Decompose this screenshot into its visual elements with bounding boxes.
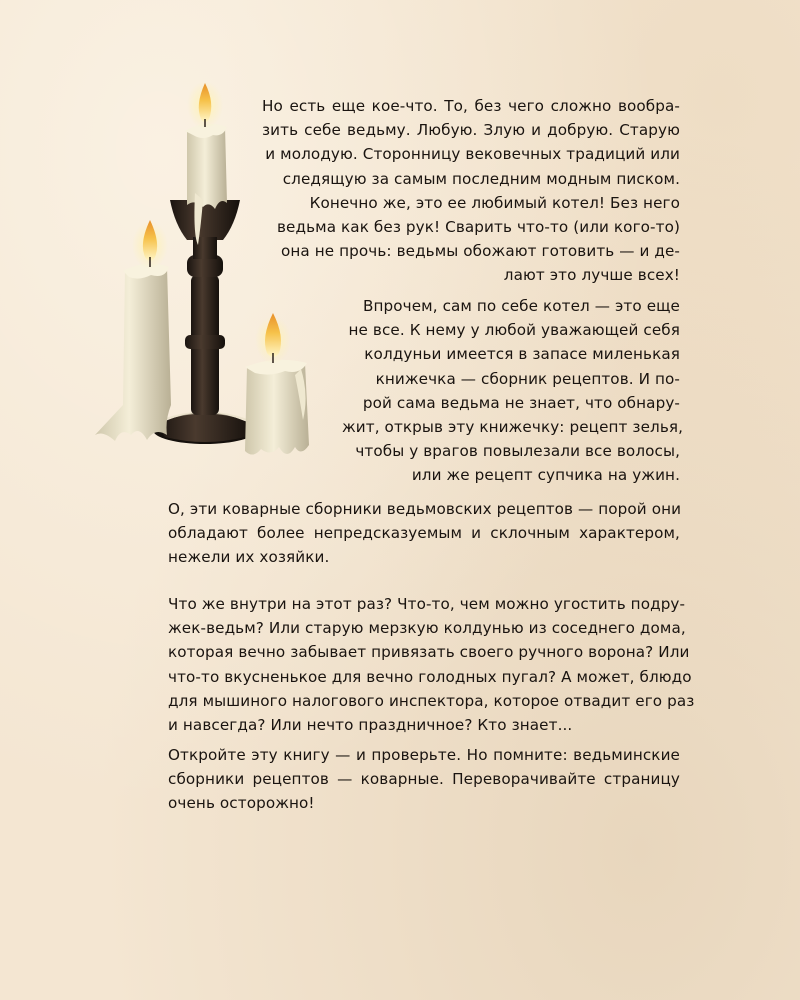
text-line: лают это лучше всех! bbox=[503, 266, 680, 285]
text-line: следящую за самым последним модным писком. bbox=[282, 169, 680, 188]
text-line: жек-ведьм? Или старую мерзкую колдунью из соседнего дома, bbox=[168, 619, 686, 638]
text-line: Конечно же, это ее любимый котел! Без него bbox=[309, 193, 680, 212]
text-line: она не прочь: ведьмы обожают готовить — и де- bbox=[280, 242, 680, 261]
left-candle-icon bbox=[95, 220, 171, 441]
text-line: которая вечно забывает привязать своего ручного ворона? Или bbox=[168, 643, 690, 662]
recipe-book-paragraph bbox=[342, 294, 684, 488]
text-line: чтобы у врагов повылезали все волосы, bbox=[355, 442, 680, 461]
text-line: сборники рецептов — коварные. Переворачивайте страницу bbox=[168, 770, 680, 789]
text-line: или же рецепт супчика на ужин. bbox=[411, 466, 680, 485]
text-line: Что же внутри на этот раз? Что-то, чем можно угостить подру- bbox=[168, 595, 686, 613]
text-line: и молодую. Сторонницу вековечных традиций или bbox=[265, 145, 680, 164]
text-line: обладают более непредсказуемым и склочным характером, bbox=[168, 524, 680, 543]
right-candle-icon bbox=[245, 313, 309, 455]
text-line: не все. К нему у любой уважающей себя bbox=[348, 321, 680, 340]
text-line: что-то вкусненькое для вечно голодных пугал? А может, блюдо bbox=[168, 667, 692, 686]
text-line: Но есть еще кое-что. То, без чего сложно вообра- bbox=[262, 97, 680, 115]
text-line: очень осторожно! bbox=[168, 794, 315, 813]
closing-paragraph bbox=[168, 743, 680, 816]
text-line: нежели их хозяйки. bbox=[168, 548, 330, 567]
whats-inside-paragraph bbox=[168, 592, 695, 737]
text-line: для мышиного налогового инспектора, которое отвадит его раз bbox=[168, 691, 695, 710]
text-line: книжечка — сборник рецептов. И по- bbox=[375, 369, 680, 388]
text-line: Откройте эту книгу — и проверьте. Но помните: ведьминские bbox=[168, 746, 680, 764]
text-line: рой сама ведьма не знает, что обнару- bbox=[362, 393, 680, 412]
intro-paragraph bbox=[262, 94, 680, 288]
text-line: и навсегда? Или нечто праздничное? Кто знает... bbox=[168, 716, 573, 735]
cunning-books-paragraph bbox=[168, 497, 680, 570]
text-line: О, эти коварные сборники ведьмовских рецептов — порой они bbox=[168, 500, 682, 518]
text-line: ведьма как без рук! Сварить что-то (или кого-то) bbox=[277, 218, 680, 237]
text-line: жит, открыв эту книжечку: рецепт зелья, bbox=[342, 418, 684, 437]
text-line: Впрочем, сам по себе котел — это еще bbox=[362, 297, 680, 315]
text-line: зить себе ведьму. Любую. Злую и добрую. Старую bbox=[262, 121, 680, 140]
text-line: колдуньи имеется в запасе миленькая bbox=[364, 345, 680, 364]
